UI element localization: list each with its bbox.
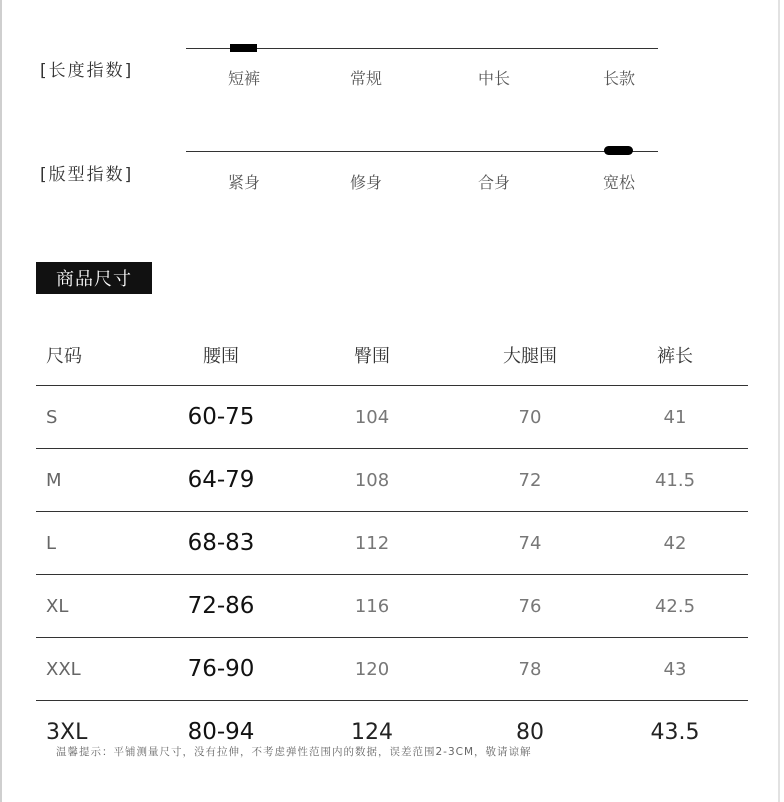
size-cell: 3XL bbox=[46, 719, 88, 745]
fit-index-label: [版型指数] bbox=[40, 165, 134, 185]
fit-option: 修身 bbox=[349, 173, 382, 192]
table-header-row bbox=[36, 325, 748, 386]
thigh-cell: 72 bbox=[518, 469, 542, 491]
fit-option: 紧身 bbox=[227, 173, 260, 192]
table-row bbox=[36, 638, 748, 701]
hip-cell: 124 bbox=[351, 719, 393, 745]
hip-cell: 104 bbox=[354, 406, 390, 428]
length-cell: 43 bbox=[663, 658, 687, 680]
length-option: 常规 bbox=[349, 69, 382, 88]
length-index-marker bbox=[230, 44, 257, 52]
length-option: 中长 bbox=[477, 69, 510, 88]
header-hip: 臀围 bbox=[354, 346, 390, 367]
waist-cell: 72-86 bbox=[187, 593, 255, 619]
fit-index-marker bbox=[604, 146, 633, 155]
size-cell: XL bbox=[46, 595, 69, 617]
hip-cell: 112 bbox=[354, 532, 390, 554]
section-title: 商品尺寸 bbox=[36, 262, 152, 294]
size-cell: M bbox=[46, 469, 62, 491]
hip-cell: 120 bbox=[354, 658, 390, 680]
size-table bbox=[36, 325, 748, 763]
thigh-cell: 76 bbox=[518, 595, 542, 617]
table-row bbox=[36, 386, 748, 449]
waist-cell: 64-79 bbox=[187, 467, 255, 493]
thigh-cell: 74 bbox=[518, 532, 542, 554]
length-option: 短裤 bbox=[227, 69, 260, 88]
thigh-cell: 78 bbox=[518, 658, 542, 680]
header-size: 尺码 bbox=[46, 346, 82, 367]
size-cell: S bbox=[46, 406, 58, 428]
waist-cell: 68-83 bbox=[187, 530, 255, 556]
hip-cell: 108 bbox=[354, 469, 390, 491]
waist-cell: 60-75 bbox=[187, 404, 255, 430]
length-cell: 41 bbox=[663, 406, 687, 428]
waist-cell: 80-94 bbox=[187, 719, 255, 745]
length-index-label: [长度指数] bbox=[40, 61, 134, 81]
page-right-border bbox=[778, 0, 780, 802]
fit-option: 合身 bbox=[477, 173, 510, 192]
measurement-note: 温馨提示：平铺测量尺寸，没有拉伸，不考虑弹性范围内的数据，误差范围2-3CM，敬请谅解 bbox=[56, 746, 532, 758]
waist-cell: 76-90 bbox=[187, 656, 255, 682]
page-left-border bbox=[0, 0, 2, 802]
size-cell: L bbox=[46, 532, 57, 554]
table-row bbox=[36, 512, 748, 575]
length-option: 长款 bbox=[602, 69, 635, 88]
length-cell: 42.5 bbox=[654, 595, 696, 617]
fit-option: 宽松 bbox=[602, 173, 635, 192]
length-cell: 41.5 bbox=[654, 469, 696, 491]
thigh-cell: 70 bbox=[518, 406, 542, 428]
fit-index-scale-line bbox=[186, 151, 658, 152]
table-row bbox=[36, 449, 748, 512]
header-length: 裤长 bbox=[657, 346, 693, 367]
table-row bbox=[36, 575, 748, 638]
hip-cell: 116 bbox=[354, 595, 390, 617]
header-waist: 腰围 bbox=[203, 346, 239, 367]
length-cell: 42 bbox=[663, 532, 687, 554]
thigh-cell: 80 bbox=[516, 719, 544, 745]
header-thigh: 大腿围 bbox=[503, 346, 557, 367]
size-cell: XXL bbox=[46, 658, 81, 680]
length-cell: 43.5 bbox=[650, 719, 700, 745]
